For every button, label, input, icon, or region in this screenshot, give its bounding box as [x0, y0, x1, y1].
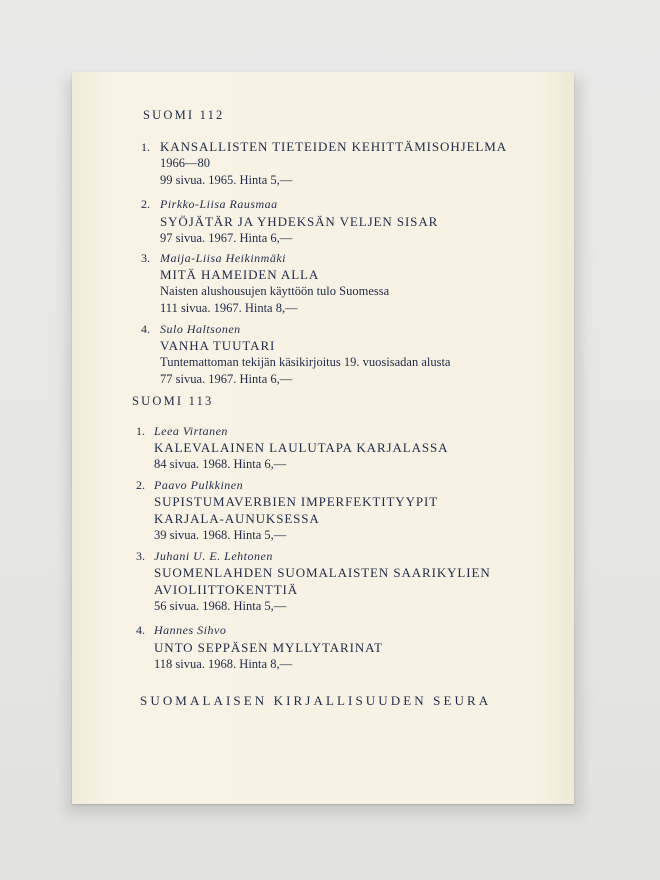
- item-meta: 56 sivua. 1968. Hinta 5,—: [154, 599, 287, 613]
- item-title: VANHA TUUTARI: [160, 338, 276, 353]
- item-meta: 97 sivua. 1967. Hinta 6,—: [160, 231, 293, 245]
- item-number: 4.: [136, 623, 145, 637]
- item-subtitle: 1966—80: [160, 156, 210, 170]
- publisher-name: SUOMALAISEN KIRJALLISUUDEN SEURA: [140, 693, 492, 708]
- item-title: UNTO SEPPÄSEN MYLLYTARINAT: [154, 640, 383, 655]
- item-number: 3.: [141, 251, 150, 265]
- item-title: MITÄ HAMEIDEN ALLA: [160, 267, 320, 282]
- item-number: 2.: [136, 478, 145, 492]
- item-author: Leea Virtanen: [154, 424, 228, 438]
- item-author: Juhani U. E. Lehtonen: [154, 549, 273, 563]
- item-meta: 99 sivua. 1965. Hinta 5,—: [160, 173, 293, 187]
- book-back-cover: [72, 72, 574, 804]
- item-number: 1.: [141, 140, 150, 154]
- item-number: 4.: [141, 322, 150, 336]
- item-title-continued: KARJALA-AUNUKSESSA: [154, 511, 320, 526]
- item-author: Paavo Pulkkinen: [154, 478, 244, 492]
- item-meta: 39 sivua. 1968. Hinta 5,—: [154, 528, 287, 542]
- item-title: KALEVALAINEN LAULUTAPA KARJALASSA: [154, 440, 449, 455]
- item-subtitle: Naisten alushousujen käyttöön tulo Suomessa: [160, 284, 390, 298]
- item-number: 1.: [136, 424, 145, 438]
- series-heading-113: SUOMI 113: [132, 394, 214, 408]
- item-title: SYÖJÄTÄR JA YHDEKSÄN VELJEN SISAR: [160, 214, 439, 229]
- item-title: SUPISTUMAVERBIEN IMPERFEKTITYYPIT: [154, 494, 439, 509]
- item-subtitle: Tuntemattoman tekijän käsikirjoitus 19. vuosisadan alusta: [160, 355, 451, 369]
- item-number: 3.: [136, 549, 145, 563]
- series-heading-112: SUOMI 112: [143, 108, 225, 122]
- item-author: Pirkko-Liisa Rausmaa: [160, 197, 278, 211]
- item-author: Hannes Sihvo: [154, 623, 227, 637]
- item-meta: 84 sivua. 1968. Hinta 6,—: [154, 457, 287, 471]
- item-title: KANSALLISTEN TIETEIDEN KEHITTÄMISOHJELMA: [160, 139, 507, 154]
- item-title-continued: AVIOLIITTOKENTTIÄ: [154, 582, 299, 597]
- item-meta: 77 sivua. 1967. Hinta 6,—: [160, 372, 293, 386]
- item-author: Sulo Haltsonen: [160, 322, 241, 336]
- item-title: SUOMENLAHDEN SUOMALAISTEN SAARIKYLIEN: [154, 565, 491, 580]
- item-number: 2.: [141, 197, 150, 211]
- item-meta: 118 sivua. 1968. Hinta 8,—: [154, 657, 293, 671]
- item-meta: 111 sivua. 1967. Hinta 8,—: [160, 301, 298, 315]
- item-author: Maija-Liisa Heikinmäki: [160, 251, 286, 265]
